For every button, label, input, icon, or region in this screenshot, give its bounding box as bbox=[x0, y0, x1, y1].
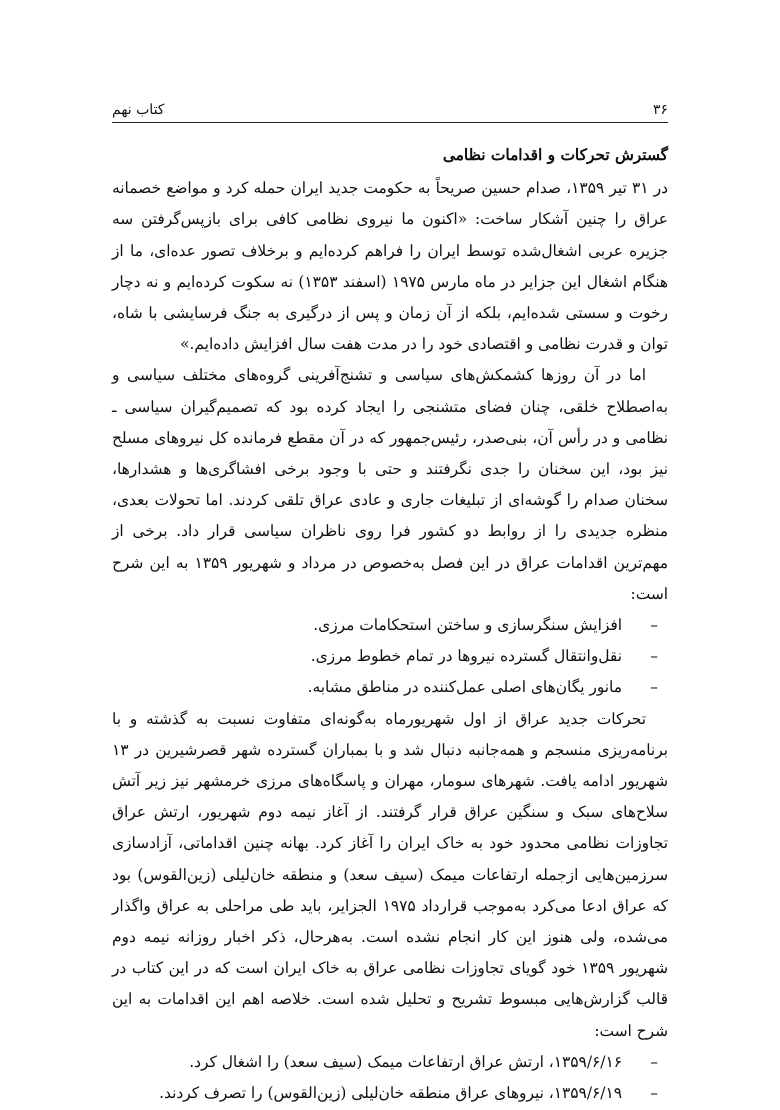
page-header bbox=[112, 92, 668, 118]
dash-marker: – bbox=[650, 678, 658, 697]
header-rule bbox=[112, 122, 668, 123]
dash-marker: – bbox=[650, 1084, 658, 1103]
list-item: – مانور یگان‌های اصلی عمل‌کننده در مناطق مشابه. bbox=[112, 672, 668, 703]
section-heading: گسترش تحرکات و اقدامات نظامی bbox=[442, 146, 668, 164]
paragraph-quote: در ۳۱ تیر ۱۳۵۹، صدام حسین صریحاً به حکومت جدید ایران حمله کرد و مواضع خصمانه عراق را چنین آشکار ساخت: «اکنون ما نیروی نظامی کافی برای بازپس‌گرفتن سه جزیره عربی اشغال‌شده توسط ایران را فراهم کرده‌ایم و برخلاف تصور عده‌ای، ما از هنگام اشغال این جزایر در ماه مارس ۱۹۷۵ (اسفند ۱۳۵۳) نه سکوت کرده‌ایم و نه دچار رخوت و سستی شده‌ایم، بلکه از آن زمان و پس از درگیری به جنگ فرسایشی با شاه، توان و قدرت نظامی و اقتصادی خود را در مدت هفت سال افزایش داده‌ایم.» bbox=[112, 179, 668, 354]
dash-marker: – bbox=[650, 616, 658, 635]
dash-marker: – bbox=[650, 647, 658, 666]
dated-events-list bbox=[112, 1047, 668, 1109]
paragraph-new-movements: تحرکات جدید عراق از اول شهریورماه به‌گونه‌ای متفاوت نسبت به گذشته و با برنامه‌ریزی منسجم و همه‌جانبه دنبال شد و با بمباران گسترده شهر قصرشیرین در ۱۳ شهریور ادامه یافت. شهرهای سومار، مهران و پاسگاه‌های مرزی خرمشهر نیز زیر آتش سلاح‌های سبک و سنگین عراق قرار گرفتند. از آغاز نیمه دوم شهریور، ارتش عراق تجاوزات نظامی محدود خود به خاک ایران را آغاز کرد. بهانه چنین اقداماتی، آزادسازی سرزمین‌هایی ازجمله ارتفاعات میمک (سیف سعد) و منطقه خان‌لیلی (زین‌القوس) بود که عراق ادعا می‌کرد به‌موجب قرارداد ۱۹۷۵ الجزایر، باید طی مراحلی به عراق واگذار می‌شده، ولی هنوز این کار انجام نشده است. به‌هرحال، ذکر اخبار روزانه نیمه دوم شهریور ۱۳۵۹ خود گویای تجاوزات نظامی عراق به خاک ایران است که در این کتاب در قالب گزارش‌هایی مبسوط تشریح و تحلیل شده است. خلاصه اهم این اقدامات به این شرح است: bbox=[112, 709, 668, 1040]
list-item: – ۱۳۵۹/۶/۱۶، ارتش عراق ارتفاعات میمک (سیف سعد) را اشغال کرد. bbox=[112, 1047, 668, 1078]
list-item: – افزایش سنگرسازی و ساختن استحکامات مرزی. bbox=[112, 610, 668, 641]
list-item: – ۱۳۵۹/۶/۱۹، نیروهای عراق منطقه خان‌لیلی (زین‌القوس) را تصرف کردند. bbox=[112, 1078, 668, 1109]
paragraph-political-context: اما در آن روزها کشمکش‌های سیاسی و تشنج‌آفرینی گروه‌های مختلف سیاسی و به‌اصطلاح خلقی، چنان فضای متشنجی را ایجاد کرده بود که تصمیم‌گیران سیاسی ـ نظامی و در رأس آن، بنی‌صدر، رئیس‌جمهور که در آن مقطع فرمانده کل نیروهای مسلح نیز بود، این سخنان را جدی نگرفتند و حتی با وجود برخی افشاگری‌ها و هشدارها، سخنان صدام را گوشه‌ای از تبلیغات جاری و عادی عراق تلقی کردند. اما تحولات بعدی، منظره جدیدی را از روابط دو کشور فرا روی ناظران سیاسی قرار داد. برخی از مهم‌ترین اقدامات عراق در این فصل به‌خصوص در مرداد و شهریور ۱۳۵۹ به این شرح است: bbox=[112, 366, 669, 603]
page-number: ۳۶ bbox=[652, 102, 668, 118]
book-title: کتاب نهم bbox=[112, 102, 165, 118]
iraqi-actions-list bbox=[112, 610, 668, 704]
page-body bbox=[112, 140, 668, 1109]
dash-marker: – bbox=[650, 1052, 658, 1071]
list-item: – نقل‌وانتقال گسترده نیروها در تمام خطوط مرزی. bbox=[112, 641, 668, 672]
